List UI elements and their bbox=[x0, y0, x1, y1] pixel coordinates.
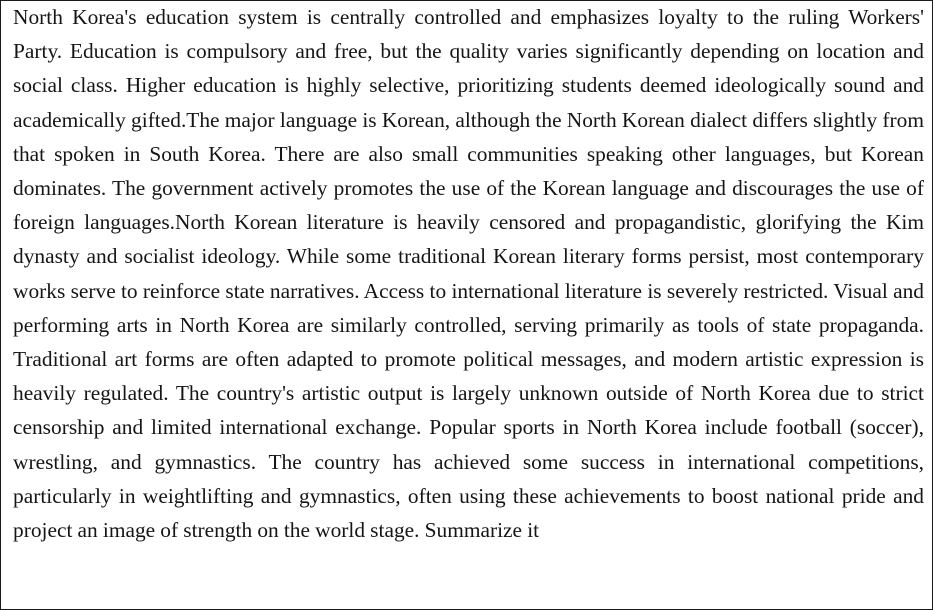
body-paragraph: North Korea's education system is centrally controlled and emphasizes loyalty to the ruling Workers' Party. Education is compulsory and free, but the quality varies significantly depending on location and social class. Higher education is highly selective, prioritizing students deemed ideologically sound and academically gifted.The major language is Korean, although the North Korean dialect differs slightly from that spoken in South Korea. There are also small communities speaking other languages, but Korean dominates. The government actively promotes the use of the Korean language and discourages the use of foreign languages.North Korean literature is heavily censored and propagandistic, glorifying the Kim dynasty and socialist ideology. While some traditional Korean literary forms persist, most contemporary works serve to reinforce state narratives. Access to international literature is severely restricted. Visual and performing arts in North Korea are similarly controlled, serving primarily as tools of state propaganda. Traditional art forms are often adapted to promote political messages, and modern artistic expression is heavily regulated. The country's artistic output is largely unknown outside of North Korea due to strict censorship and limited international exchange. Popular sports in North Korea include football (soccer), wrestling, and gymnastics. The country has achieved some success in international competitions, particularly in weightlifting and gymnastics, often using these achievements to boost national pride and project an image of strength on the world stage. Summarize it bbox=[13, 5, 924, 543]
